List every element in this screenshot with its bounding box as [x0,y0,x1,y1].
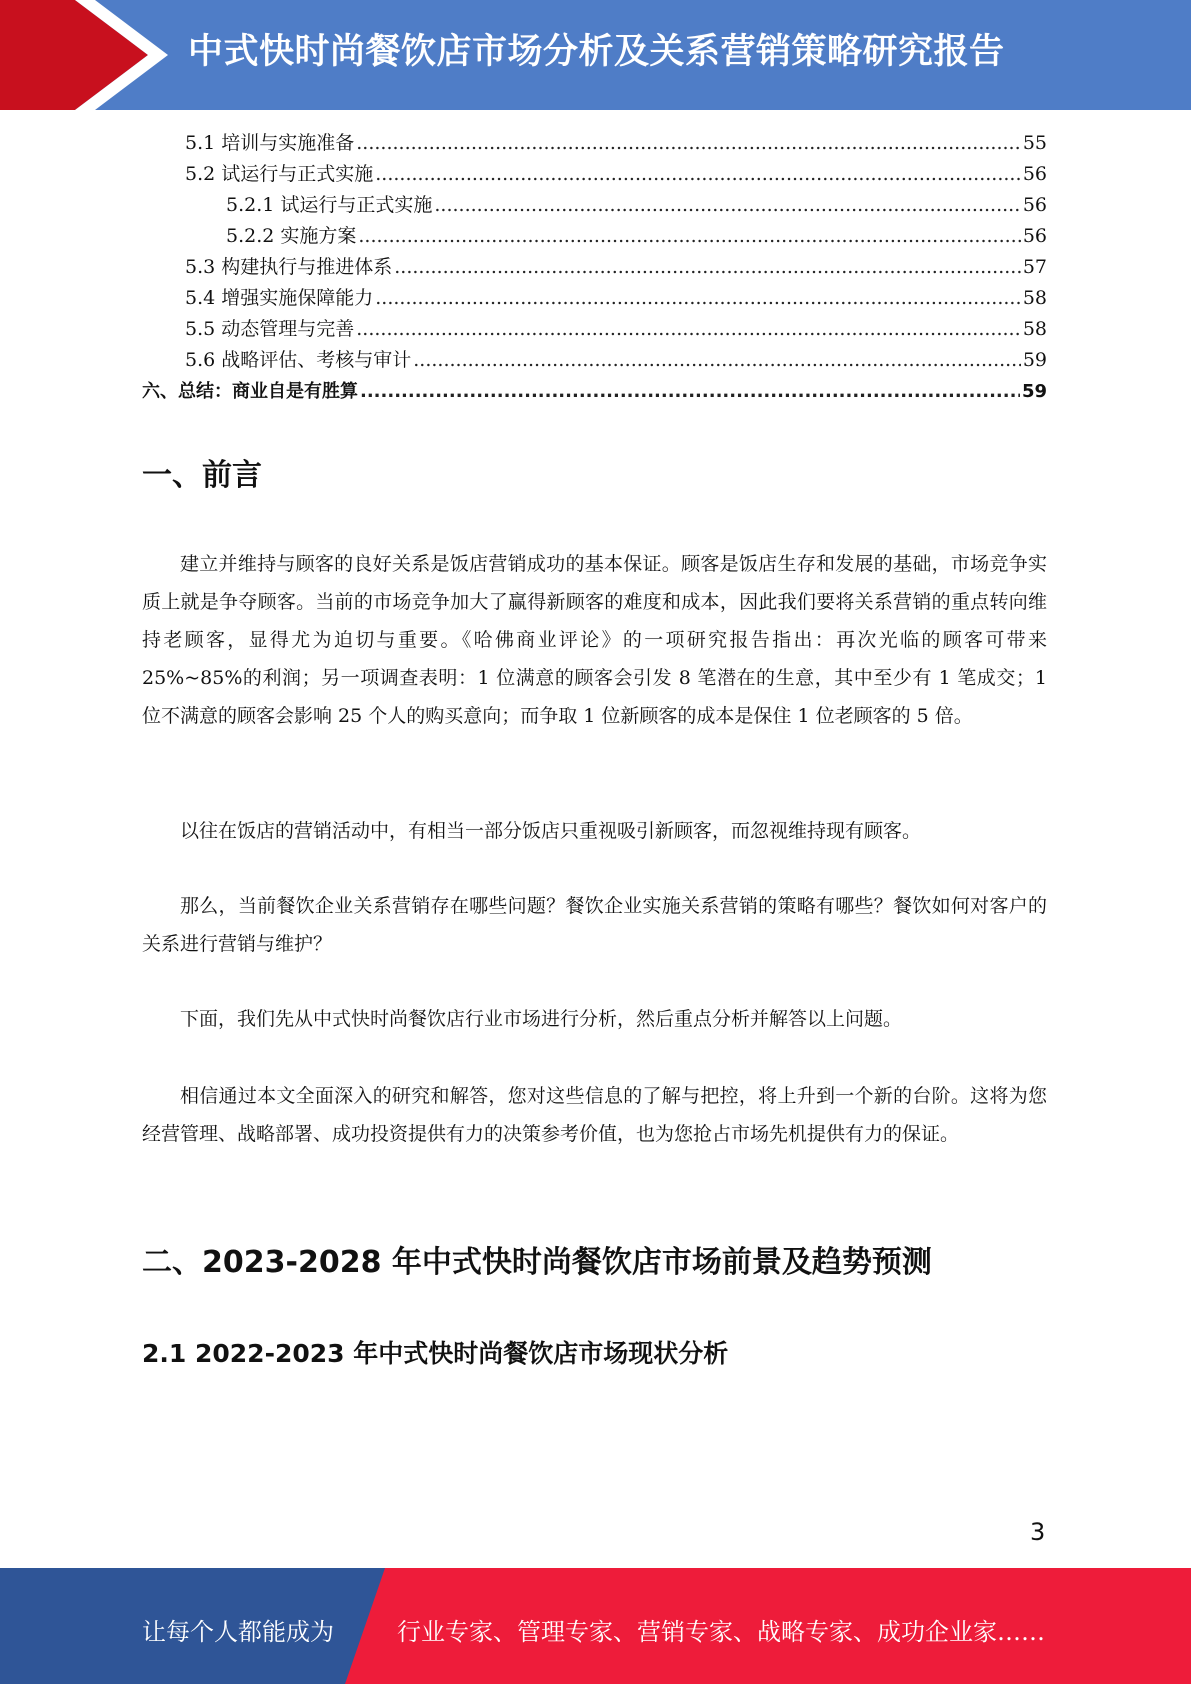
toc-leader-dots [356,128,1021,159]
toc-entry-label: 5.6 战略评估、考核与审计 [185,349,412,371]
toc-entry[interactable] [142,159,1047,190]
toc-leader-dots [356,314,1021,345]
toc-entry[interactable] [142,128,1047,159]
toc-leader-dots [375,283,1021,314]
toc-entry-page: 59 [1022,349,1047,371]
toc-entry-label: 5.2.2 实施方案 [226,225,357,247]
toc-entry-page: 58 [1022,287,1047,309]
subsection-heading: 2.1 2022-2023 年中式快时尚餐饮店市场现状分析 [142,1339,729,1368]
footer-slogan-left: 让每个人都能成为 [142,1618,334,1646]
section-heading-preface: 一、前言 [142,458,262,493]
toc-leader-dots [375,159,1021,190]
toc-entry-label: 5.2.1 试运行与正式实施 [226,194,433,216]
toc-entry-page: 56 [1022,225,1047,247]
toc-entry[interactable] [142,345,1047,376]
body-paragraph: 建立并维持与顾客的良好关系是饭店营销成功的基本保证。顾客是饭店生存和发展的基础，市场竞争实质上就是争夺顾客。当前的市场竞争加大了赢得新顾客的难度和成本，因此我们要将关系营销的重点转向维持老顾客，显得尤为迫切与重要。《哈佛商业评论》的一项研究报告指出：再次光临的顾客可带来 25%~85%的利润；另一项调查表明：1 位满意的顾客会引发 8 笔潜在的生意，其中至少有 1 笔成交；1 位不满意的顾客会影响 25 个人的购买意向；而争取 1 位新顾客的成本是保住 1 位老顾客的 5 倍。 [142,553,1047,727]
toc-entry-label: 5.5 动态管理与完善 [185,318,355,340]
toc-entry-label: 5.2 试运行与正式实施 [185,163,374,185]
toc-entry-page: 57 [1022,256,1047,278]
toc-entry-page: 56 [1022,194,1047,216]
body-paragraph: 那么，当前餐饮企业关系营销存在哪些问题？餐饮企业实施关系营销的策略有哪些？餐饮如何对客户的关系进行营销与维护？ [142,895,1047,955]
toc-entry[interactable] [142,283,1047,314]
toc-entry-page: 56 [1022,163,1047,185]
body-paragraph: 下面，我们先从中式快时尚餐饮店行业市场进行分析，然后重点分析并解答以上问题。 [180,1008,903,1030]
toc-leader-dots [358,221,1020,252]
toc-entry[interactable] [142,252,1047,283]
table-of-contents [142,128,1047,407]
toc-leader-dots [434,190,1020,221]
toc-entry-chapter[interactable] [142,376,1047,407]
toc-entry-label: 六、总结：商业自是有胜算 [142,381,358,402]
body-paragraph: 以往在饭店的营销活动中，有相当一部分饭店只重视吸引新顾客，而忽视维持现有顾客。 [180,820,922,842]
page-footer [0,1568,1191,1684]
body-paragraph: 相信通过本文全面深入的研究和解答，您对这些信息的了解与把控，将上升到一个新的台阶。这将为您经营管理、战略部署、成功投资提供有力的决策参考价值，也为您抢占市场先机提供有力的保证。 [142,1085,1047,1145]
toc-entry[interactable] [142,190,1047,221]
page-header [0,0,1191,110]
toc-leader-dots [394,252,1021,283]
toc-entry-label: 5.1 培训与实施准备 [185,132,355,154]
toc-entry-label: 5.3 构建执行与推进体系 [185,256,393,278]
toc-entry-page: 58 [1022,318,1047,340]
toc-leader-dots [413,345,1021,376]
toc-entry[interactable] [142,314,1047,345]
footer-slogan-right: 行业专家、管理专家、营销专家、战略专家、成功企业家…… [397,1618,1045,1646]
page-number: 3 [1030,1518,1046,1546]
toc-entry-label: 5.4 增强实施保障能力 [185,287,374,309]
section-heading-forecast: 二、2023-2028 年中式快时尚餐饮店市场前景及趋势预测 [142,1245,932,1280]
toc-entry-page: 59 [1021,381,1047,402]
toc-entry-page: 55 [1022,132,1047,154]
toc-leader-dots [360,376,1020,407]
report-title: 中式快时尚餐饮店市场分析及关系营销策略研究报告 [188,32,1005,72]
toc-entry[interactable] [142,221,1047,252]
